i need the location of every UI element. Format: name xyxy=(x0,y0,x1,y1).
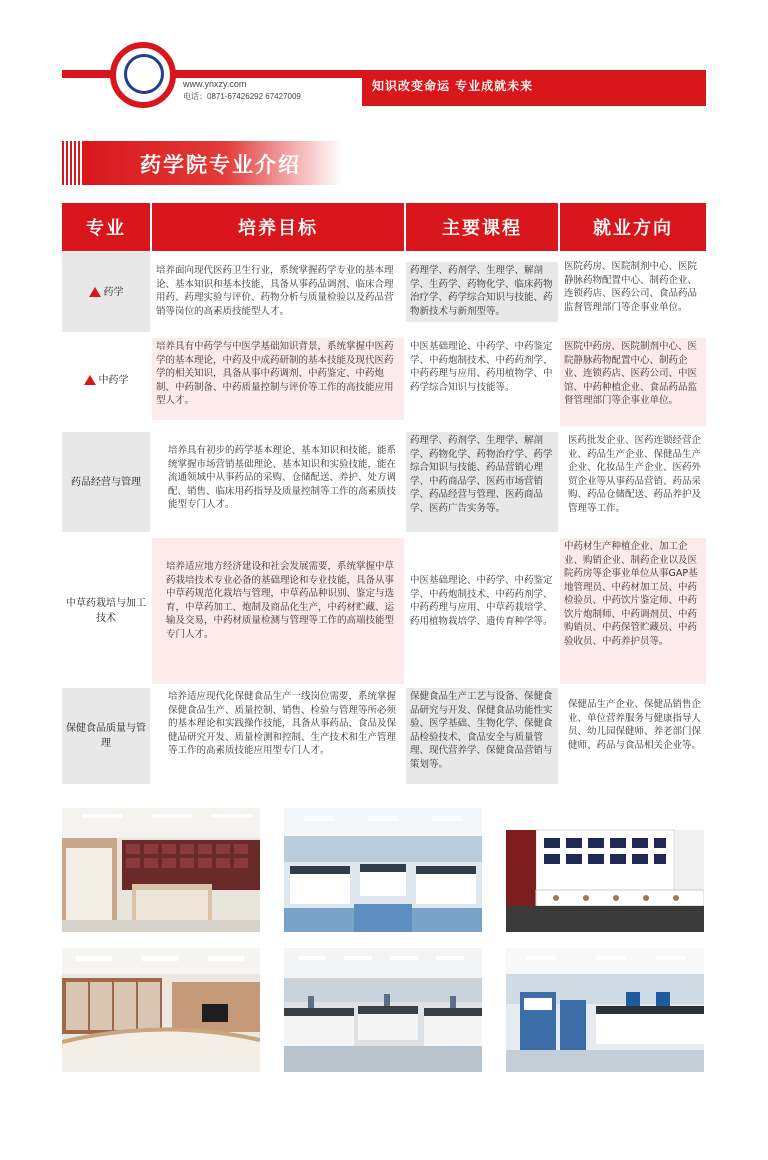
major-cell-health-food: 保健食品质量与管理 xyxy=(62,688,150,784)
website-url: www.ynxzy.com xyxy=(183,79,247,89)
major-cell-pharmacy xyxy=(62,252,150,332)
courses-cell: 药理学、药剂学、生理学、解剖学、生药学、药物化学、临床药物治疗学、药学综合知识与技能、药物新技术与新剂型等。 xyxy=(406,262,558,322)
major-cell-tcm xyxy=(62,334,150,426)
specimen-display-photo xyxy=(506,808,704,932)
header-jobs: 就业方向 xyxy=(560,203,706,251)
pharmacy-counter-photo xyxy=(62,948,260,1072)
logo-inner-ring xyxy=(124,54,164,94)
triangle-marker-icon xyxy=(84,375,96,385)
header-major: 专业 xyxy=(62,203,150,251)
courses-cell: 中医基础理论、中药学、中药鉴定学、中药炮制技术、中药药剂学、中药药理与应用、药用植物学、中药学综合知识与技能等。 xyxy=(406,338,558,418)
major-label: 药学 xyxy=(103,286,124,298)
major-cell-herb-cultivation: 中草药栽培与加工技术 xyxy=(62,538,150,684)
header-courses: 主要课程 xyxy=(406,203,558,251)
major-cell-drug-management: 药品经营与管理 xyxy=(62,432,150,532)
jobs-cell: 医院中药房、医院制剂中心、医院静脉药物配置中心、制药企业、连锁药店、医药公司、中医馆、中药种植企业、食品药品监督管理部门等企事业单位。 xyxy=(560,338,706,426)
goal-cell: 培养适应地方经济建设和社会发展需要，系统掌握中草药栽培技术专业必备的基础理论和专业技能，具备从事中草药规范化栽培与管理，中草药品种识别、鉴定与选育，中草药加工、炮制及商品化生产，中药材贮藏、运输及交易，中药材质量检测与管理等工作的高端技能型专门人才。 xyxy=(152,538,404,684)
chemistry-lab-photo xyxy=(284,948,482,1072)
major-label: 中药学 xyxy=(98,374,129,386)
title-stripes xyxy=(62,141,80,185)
phone-numbers: 电话：0871-67426292 67427009 xyxy=(183,92,301,101)
goal-cell: 培养面向现代医药卫生行业，系统掌握药学专业的基本理论、基本知识和基本技能，具备从事药品调剂、临床合理用药、药理实验与评价、药物分析与质量检验以及药品营销等岗位的高素质技能型人才。 xyxy=(152,262,404,332)
courses-cell: 中医基础理论、中药学、中药鉴定学、中药炮制技术、中药药剂学、中药药理与应用、中草药栽培学、药用植物栽培学、遗传育种学等。 xyxy=(406,572,558,652)
jobs-cell: 医院药房、医院制剂中心、医院静脉药物配置中心、制药企业、连锁药店、医药公司、食品药品监督管理部门等企事业单位。 xyxy=(560,258,706,330)
header-goal: 培养目标 xyxy=(152,203,404,251)
slogan: 知识改变命运 专业成就未来 xyxy=(372,79,534,93)
lab-benches-photo xyxy=(284,808,482,932)
goal-cell: 培养适应现代化保健食品生产一线岗位需要，系统掌握保健食品生产、质量控制、销售、检验与管理等所必须的基本理论和实践操作技能，具备从事药品、食品及保健品研究开发、质量检测和控制、生产技术和生产管理等工作的高素质技能应用型专门人才。 xyxy=(164,688,404,784)
courses-cell: 保健食品生产工艺与设备、保健食品研究与开发、保健食品功能性实验、医学基础、生物化学、保健食品检验技术、食品安全与质量管理、现代营养学、保健食品营销与策划等。 xyxy=(406,688,558,784)
pharmacy-shelves-photo xyxy=(62,808,260,932)
instrument-lab-photo xyxy=(506,948,704,1072)
jobs-cell: 中药材生产种植企业、加工企业、购销企业、制药企业以及医院药房等企事业单位从事GAP基地管理员、中药材加工员、中药检验员、中药饮片鉴定师、中药饮片炮制师、中药调剂员、中药购销员、中药保管贮藏员、中药验收员、中药养护员等。 xyxy=(560,538,706,684)
jobs-cell: 医药批发企业、医药连锁经营企业、药品生产企业、保健品生产企业、化妆品生产企业、医药外贸企业等从事药品营销、药品采购、药品仓储配送、药品养护及管理等工作。 xyxy=(564,432,706,532)
courses-cell: 药理学、药剂学、生理学、解剖学、药物化学、药物治疗学、药学综合知识与技能、药品营销心理学、中药商品学、医药市场营销学、药品经营与管理、医药商品学、医药广告实务等。 xyxy=(406,432,558,532)
page-title: 药学院专业介绍 xyxy=(140,153,301,177)
triangle-marker-icon xyxy=(89,287,101,297)
jobs-cell: 保健品生产企业、保健品销售企业、单位营养服务与健康指导人员、幼儿园保健师、养老部门保健师、药品与食品相关企业等。 xyxy=(564,696,706,776)
goal-cell: 培养具有初步的药学基本理论、基本知识和技能，能系统掌握市场营销基础理论、基本知识和实验技能，能在流通领域中从事药品的采购、仓储配送、养护、处方调配、销售、临床用药指导及质量控制等工作的高素质技能型专门人才。 xyxy=(164,442,404,528)
goal-cell: 培养具有中药学与中医学基础知识背景，系统掌握中医药学的基本理论，中药及中成药研制的基本技能及现代医药学的相关知识，具备从事中药调剂、中药鉴定、中药炮制、中药制备、中药质量控制与评价等工作的高技能应用型人才。 xyxy=(152,338,404,420)
